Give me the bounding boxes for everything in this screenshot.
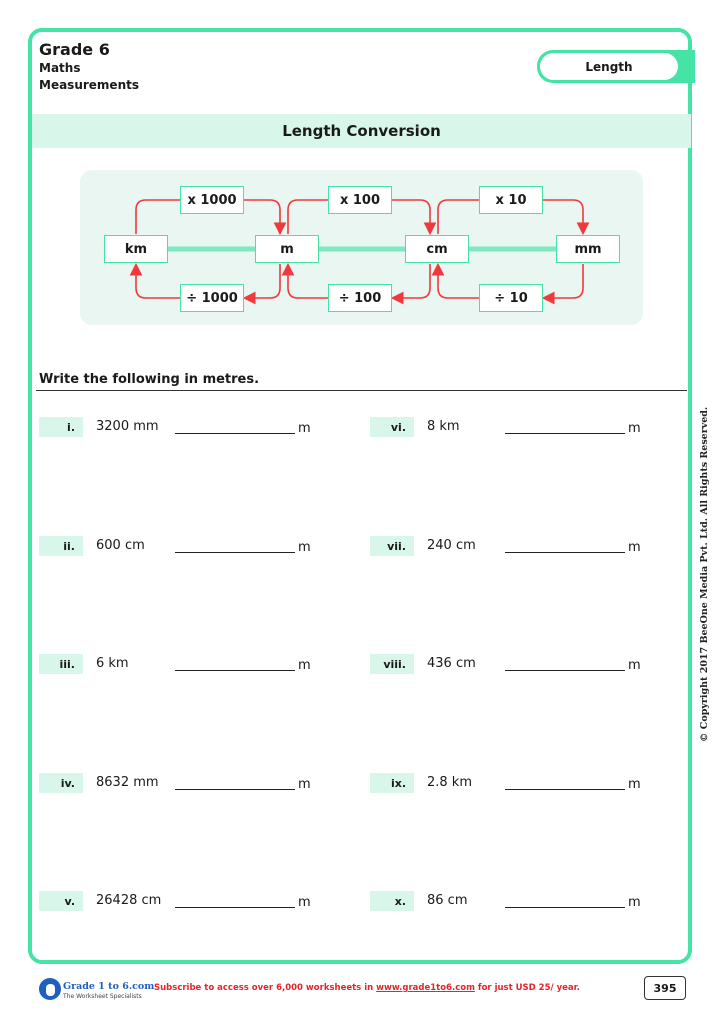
question-value: 8 km: [427, 419, 460, 434]
unit-m: m: [255, 235, 319, 263]
op-divide-100: ÷ 100: [328, 284, 392, 312]
worksheet-title: Length Conversion: [32, 114, 691, 148]
arrow-x100-to-cm: [392, 200, 430, 232]
logo-tagline: The Worksheet Specialists: [63, 993, 142, 1000]
subscribe-prefix: Subscribe to access over 6,000 worksheets in: [154, 983, 377, 993]
question-value: 436 cm: [427, 656, 476, 671]
arrow-cm-to-div100: [394, 264, 430, 298]
op-multiply-1000: x 1000: [180, 186, 244, 214]
unit-km: km: [104, 235, 168, 263]
question-number: iv.: [39, 773, 83, 793]
logo-name: Grade 1 to 6.com: [63, 981, 155, 992]
answer-unit: m: [298, 895, 311, 910]
answer-line[interactable]: [175, 789, 295, 790]
answer-line[interactable]: [505, 789, 625, 790]
subject-label: Maths: [39, 61, 81, 75]
question-number: x.: [370, 891, 414, 911]
answer-unit: m: [298, 777, 311, 792]
op-multiply-10: x 10: [479, 186, 543, 214]
answer-unit: m: [628, 540, 641, 555]
arrow-km-to-x1000: [136, 200, 180, 234]
op-divide-1000: ÷ 1000: [180, 284, 244, 312]
copyright-notice: © Copyright 2017 BeeOne Media Pvt. Ltd. All Rights Reserved.: [699, 406, 710, 742]
arrow-mm-to-div10: [545, 264, 583, 298]
arrow-x10-to-mm: [543, 200, 583, 232]
arrow-div10-to-cm: [438, 266, 479, 298]
page-number: 395: [644, 976, 686, 1000]
answer-unit: m: [298, 540, 311, 555]
subscribe-suffix: for just USD 25/ year.: [474, 983, 580, 993]
topic-tag: Length: [540, 53, 678, 80]
question-number: viii.: [370, 654, 414, 674]
unit-cm: cm: [405, 235, 469, 263]
question-value: 3200 mm: [96, 419, 159, 434]
question-number: ii.: [39, 536, 83, 556]
answer-line[interactable]: [505, 670, 625, 671]
question-value: 240 cm: [427, 538, 476, 553]
question-value: 2.8 km: [427, 775, 472, 790]
answer-unit: m: [298, 421, 311, 436]
logo-icon: [39, 978, 61, 1000]
question-number: vi.: [370, 417, 414, 437]
grade-heading: Grade 6: [39, 40, 110, 59]
instruction-text: Write the following in metres.: [39, 372, 260, 387]
question-number: ix.: [370, 773, 414, 793]
answer-line[interactable]: [175, 907, 295, 908]
arrow-m-to-x100: [288, 200, 328, 234]
question-value: 86 cm: [427, 893, 468, 908]
question-value: 26428 cm: [96, 893, 162, 908]
op-divide-10: ÷ 10: [479, 284, 543, 312]
answer-line[interactable]: [175, 433, 295, 434]
op-multiply-100: x 100: [328, 186, 392, 214]
answer-line[interactable]: [505, 552, 625, 553]
answer-unit: m: [628, 658, 641, 673]
instruction-divider: [36, 390, 687, 391]
answer-line[interactable]: [505, 907, 625, 908]
arrow-m-to-div1000: [246, 264, 280, 298]
answer-unit: m: [628, 895, 641, 910]
unit-mm: mm: [556, 235, 620, 263]
arrow-div100-to-m: [288, 266, 328, 298]
topic-label: Measurements: [39, 78, 139, 92]
answer-line[interactable]: [175, 552, 295, 553]
answer-unit: m: [298, 658, 311, 673]
answer-line[interactable]: [505, 433, 625, 434]
question-number: i.: [39, 417, 83, 437]
answer-line[interactable]: [175, 670, 295, 671]
arrow-x1000-to-m: [244, 200, 280, 232]
arrow-cm-to-x10: [438, 200, 479, 234]
question-number: iii.: [39, 654, 83, 674]
subscribe-link[interactable]: www.grade1to6.com: [376, 983, 475, 993]
question-number: v.: [39, 891, 83, 911]
subscribe-message: [154, 983, 580, 993]
question-value: 8632 mm: [96, 775, 159, 790]
question-value: 6 km: [96, 656, 129, 671]
answer-unit: m: [628, 421, 641, 436]
arrow-div1000-to-km: [136, 266, 180, 298]
answer-unit: m: [628, 777, 641, 792]
question-value: 600 cm: [96, 538, 145, 553]
question-number: vii.: [370, 536, 414, 556]
